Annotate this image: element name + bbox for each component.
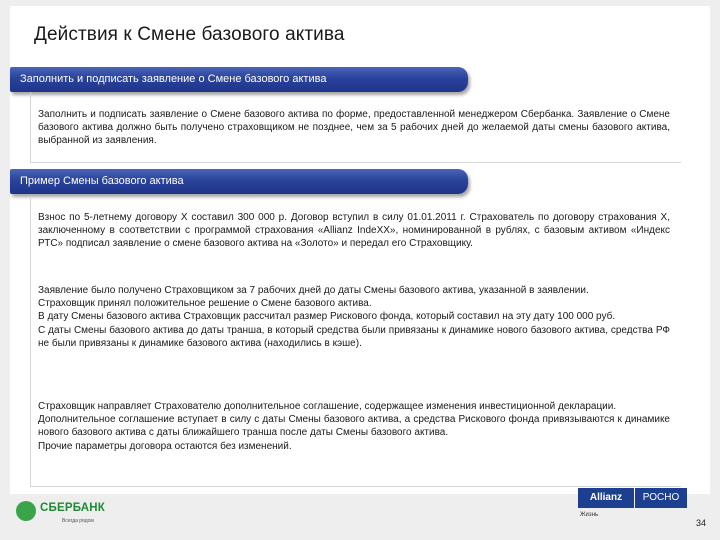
example-line: Прочие параметры договора остаются без изменений. [38, 440, 292, 452]
example-paragraph-3 [38, 400, 670, 453]
example-line: С даты Смены базового актива до даты транша, в который средства были привязаны к динамике нового базового актива, средства РФ не были привязаны к динамике базового актива (находились в кэше). [38, 324, 670, 349]
slide-title: Действия к Смене базового актива [34, 24, 345, 45]
allianz-logo-subtitle: Жизнь [580, 512, 599, 518]
section1-header: Заполнить и подписать заявление о Смене базового актива [10, 67, 468, 92]
example-line: Заявление было получено Страховщиком за 7 рабочих дней до даты Смены базового актива, указанной в заявлении. [38, 285, 589, 296]
example-line: В дату Смены базового актива Страховщик рассчитал размер Рискового фонда, который составил на эту дату 100 000 руб. [38, 311, 616, 323]
section2-header: Пример Смены базового актива [10, 169, 468, 194]
sberbank-logo [16, 500, 116, 530]
example-line: Страховщик принял положительное решение о Смене базового актива. [38, 298, 372, 310]
sberbank-logo-subtitle: Всегда рядом [62, 518, 94, 524]
sberbank-logo-text: СБЕРБАНК [40, 502, 105, 514]
section1-text: Заполнить и подписать заявление о Смене базового актива по форме, предоставленной менеджером Сбербанка. Заявление о Смене базового актива должно быть получено страховщиком не позднее, чем за 5 рабочих дней до желаемой даты смены базового актива, выбранной из заявления. [38, 109, 670, 147]
example-paragraph-2 [38, 284, 670, 350]
page-number: 34 [696, 518, 707, 528]
example-paragraph-1: Взнос по 5-летнему договору Х составил 300 000 р. Договор вступил в силу 01.01.2011 г. Страхователь по договору страхования Х, заключенному в соответствии с программой страхования «Allianz IndeXX», номинированной в рублях, с базовым активом «Индекс РТС» подписал заявление о смене базового актива на «Золото» и передал его Страховщику. [38, 212, 670, 250]
example-line: Дополнительное соглашение вступает в силу с даты Смены базового актива, а средства Рискового фонда привязываются к динамике нового базового актива с даты ближайшего транша после даты Смены базового актива. [38, 414, 670, 439]
allianz-rosno-logo [578, 488, 688, 524]
rosno-logo-text: РОСНО [635, 488, 687, 508]
sberbank-emblem-icon [16, 501, 36, 521]
allianz-logo-text: Allianz [578, 488, 634, 508]
example-line: Страховщик направляет Страхователю дополнительное соглашение, содержащее изменения инвестиционной декларации. [38, 401, 617, 412]
